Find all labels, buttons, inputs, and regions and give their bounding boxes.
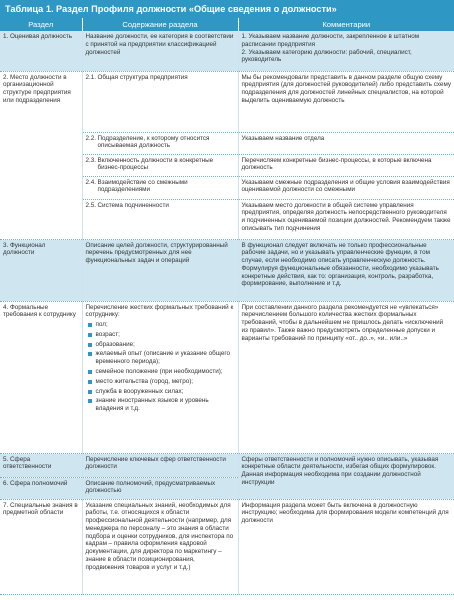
sub-comment: Указываем место должности в общей системе управления предприятия, определяя должность непосредственного руководителя и подчиненных оцениваемой позиции должностей. Рекомендуем также описывать тип подчинения (238, 199, 454, 239)
bullet-icon (88, 323, 92, 327)
row-content: Название должности, ее категория в соответствии с принятой на предприятии классификацией должностей (82, 31, 238, 71)
list-item (86, 368, 235, 376)
table-caption: Таблица 1. Раздел Профиля должности «Общие сведения о должности» (0, 0, 454, 18)
table-row (0, 239, 454, 301)
row-section: 1. Оценивая должность (0, 31, 82, 71)
sub-number: 2.5. (85, 201, 97, 209)
list-item-text: знание иностранных языков и уровень владения и т.д. (95, 397, 209, 413)
sub-content (82, 71, 238, 132)
table-row (0, 499, 454, 594)
row-comment: Информация раздела может быть включена в должностную инструкцию; необходима для формирования модели компетенций для должности (238, 499, 454, 594)
profile-table (0, 18, 454, 595)
header-comment: Комментарии (238, 18, 454, 31)
header-section: Раздел (0, 18, 82, 31)
row-content (82, 301, 238, 453)
list-item (86, 350, 235, 366)
bullet-icon (88, 399, 92, 403)
sub-content (82, 176, 238, 199)
row-comment: 1. Указываем название должности, закрепленное в штатном расписании предприятия 2. Указываем категорию должности: рабочий, специалист, руководитель (238, 31, 454, 71)
list-item-text: возраст; (95, 330, 120, 338)
list-item-text: образование; (95, 340, 135, 348)
list-item (86, 397, 235, 413)
bullet-icon (88, 343, 92, 347)
row-comment: В функционал следует включать не только профессиональные рабочие задачи, но и указывать управленческие функции, в том случае, если необходимо описать управленческую должность. Формулируя функциональные обязанности, необходимо указывать конкретные действия, как то: организация, контроль, разработка, формирование, выполнение и т.д. (238, 239, 454, 301)
sub-content (82, 132, 238, 154)
list-item-text: семейное положение (при необходимости); (95, 368, 223, 376)
list-item (86, 388, 235, 396)
sub-number: 2.4. (85, 178, 97, 186)
row-content: Описание целей должности, структурированный перечень предусмотренных для нее функциональных задач и операций (82, 239, 238, 301)
sub-text: Система подчиненности (97, 201, 169, 209)
sub-comment: Мы бы рекомендовали представить в данном разделе общую схему предприятия (для должностей руководителей) либо представить схему подразделения для должностей линейных специалистов, на которой выделить оцениваемую должность (238, 71, 454, 132)
sub-text: Общая структура предприятия (97, 73, 188, 81)
sub-content (82, 154, 238, 176)
sub-text: Взаимодействие со смежными подразделениями (97, 178, 188, 194)
bullet-icon (88, 370, 92, 374)
row-content: Перечисление ключевых сфер ответственности должности (82, 453, 238, 477)
sub-number: 2.1. (85, 73, 97, 81)
bullet-icon (88, 352, 92, 356)
list-item (86, 331, 235, 339)
row-content: Указание специальных знаний, необходимых для работы, т.е. относящихся к области профессиональной деятельности (например, для менеджера по персоналу – это знания в области подбора и оценки сотрудников, для инспектора по кадрам – правила оформления кадровой документации, для директора по маркетингу – знание в области позиционирования, продвижения товаров и услуг и т.д.) (82, 499, 238, 594)
sub-content (82, 199, 238, 239)
row-section: 3. Функционал должности (0, 239, 82, 301)
list-item-text: желаемый опыт (описание и указание общего временного периода); (95, 350, 231, 366)
sub-number: 2.3. (85, 156, 97, 164)
list-item (86, 378, 235, 386)
row-section: 4. Формальные требования к сотруднику (0, 301, 82, 453)
list-item (86, 321, 235, 329)
sub-comment: Указываем название отдела (238, 132, 454, 154)
table-row (0, 301, 454, 453)
list-item (86, 341, 235, 349)
table-row (0, 453, 454, 477)
row-section: 5. Сфера ответственности (0, 453, 82, 477)
row-comment: Сферы ответственности и полномочий нужно описывать, указывая конкретные области деятельности, избегая общих формулировок. Данная информация необходима при создании должностной инструкции (238, 453, 454, 499)
sub-text: Включенность должности в конкретные бизнес-процессы (97, 156, 214, 172)
row-section: 6. Сфера полномочий (0, 477, 82, 499)
sub-number: 2.2. (85, 134, 97, 142)
requirements-list (86, 321, 235, 413)
list-item-text: пол; (95, 321, 108, 329)
list-item-text: место жительства (город, метро); (95, 377, 194, 385)
table-row (0, 31, 454, 71)
table-row (0, 71, 454, 132)
requirements-intro: Перечисление жестких формальных требований к сотруднику: (85, 303, 234, 319)
row-comment: При составлении данного раздела рекомендуется не «увлекаться» перечислением большого количества жестких формальных требований, чтобы в дальнейшем не пришлось делать «исключений из правил». Также важно предусмотреть определенные допуски и варианты требований по принципу «от.. до..», «и.. или..» (238, 301, 454, 453)
bullet-icon (88, 333, 92, 337)
bullet-icon (88, 380, 92, 384)
row-section: 7. Специальные знания в предметной области (0, 499, 82, 594)
sub-comment: Перечисляем конкретные бизнес-процессы, в которые включена должность (238, 154, 454, 176)
row-section: 2. Место должности в организационной структуре предприятия или подразделения (0, 71, 82, 239)
list-item-text: служба в вооруженных силах; (95, 387, 184, 395)
sub-text: Подразделение, к которому относится описываемая должность (97, 134, 210, 150)
bullet-icon (88, 390, 92, 394)
row-content: Описание полномочий, предусматриваемых должностью (82, 477, 238, 499)
table-header-row (0, 18, 454, 31)
sub-comment: Указываем смежные подразделения и общие условия взаимодействия оцениваемой должности со смежными (238, 176, 454, 199)
header-content: Содержание раздела (82, 18, 238, 31)
